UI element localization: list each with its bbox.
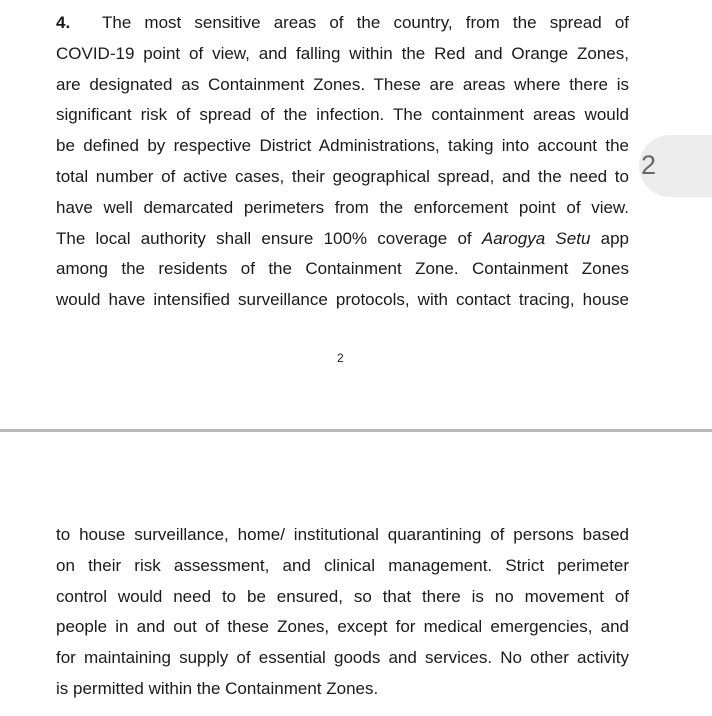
page-divider: [0, 429, 712, 432]
paragraph-line: significant risk of spread of the infection. The containment areas would: [56, 105, 629, 125]
paragraph-line: is permitted within the Containment Zones.: [56, 678, 379, 698]
paragraph-line: [56, 8, 629, 39]
page-indicator-label: [641, 149, 712, 181]
app-name: Aarogya Setu: [481, 228, 591, 248]
paragraph-number: 4.: [56, 13, 71, 32]
paragraph-line: to house surveillance, home/ institutional quarantining of persons based: [56, 525, 629, 544]
paragraph-line: people in and out of these Zones, except for medical emergencies, and: [56, 617, 629, 637]
paragraph-line: be defined by respective District Administrations, taking into account the: [56, 136, 629, 156]
paragraph-line: among the residents of the Containment Zone. Containment Zones: [56, 259, 629, 279]
paragraph-line-text: The local authority shall ensure 100% coverage of: [56, 228, 482, 248]
paragraph-4-continued: [56, 520, 629, 705]
paragraph-line: on their risk assessment, and clinical management. Strict perimeter: [56, 555, 629, 575]
page-indicator-number: 2: [641, 150, 657, 180]
paragraph-line: have well demarcated perimeters from the enforcement point of view.: [56, 197, 629, 217]
page-indicator: [639, 135, 712, 197]
paragraph-line: for maintaining supply of essential goods and services. No other activity: [56, 648, 629, 668]
paragraph-4: [56, 8, 629, 316]
paragraph-line: would have intensified surveillance protocols, with contact tracing, house: [56, 290, 629, 310]
paragraph-line: are designated as Containment Zones. These are areas where there is: [56, 74, 629, 94]
paragraph-line-text: app: [590, 228, 630, 248]
paragraph-line: total number of active cases, their geographical spread, and the need to: [56, 166, 629, 186]
page-footer-number: 2: [337, 351, 344, 365]
paragraph-line: [56, 224, 629, 255]
paragraph-line: control would need to be ensured, so that there is no movement of: [56, 586, 629, 606]
paragraph-line: COVID-19 point of view, and falling within the Red and Orange Zones,: [56, 43, 629, 63]
paragraph-line-text: The most sensitive areas of the country, from the spread of: [102, 13, 629, 32]
